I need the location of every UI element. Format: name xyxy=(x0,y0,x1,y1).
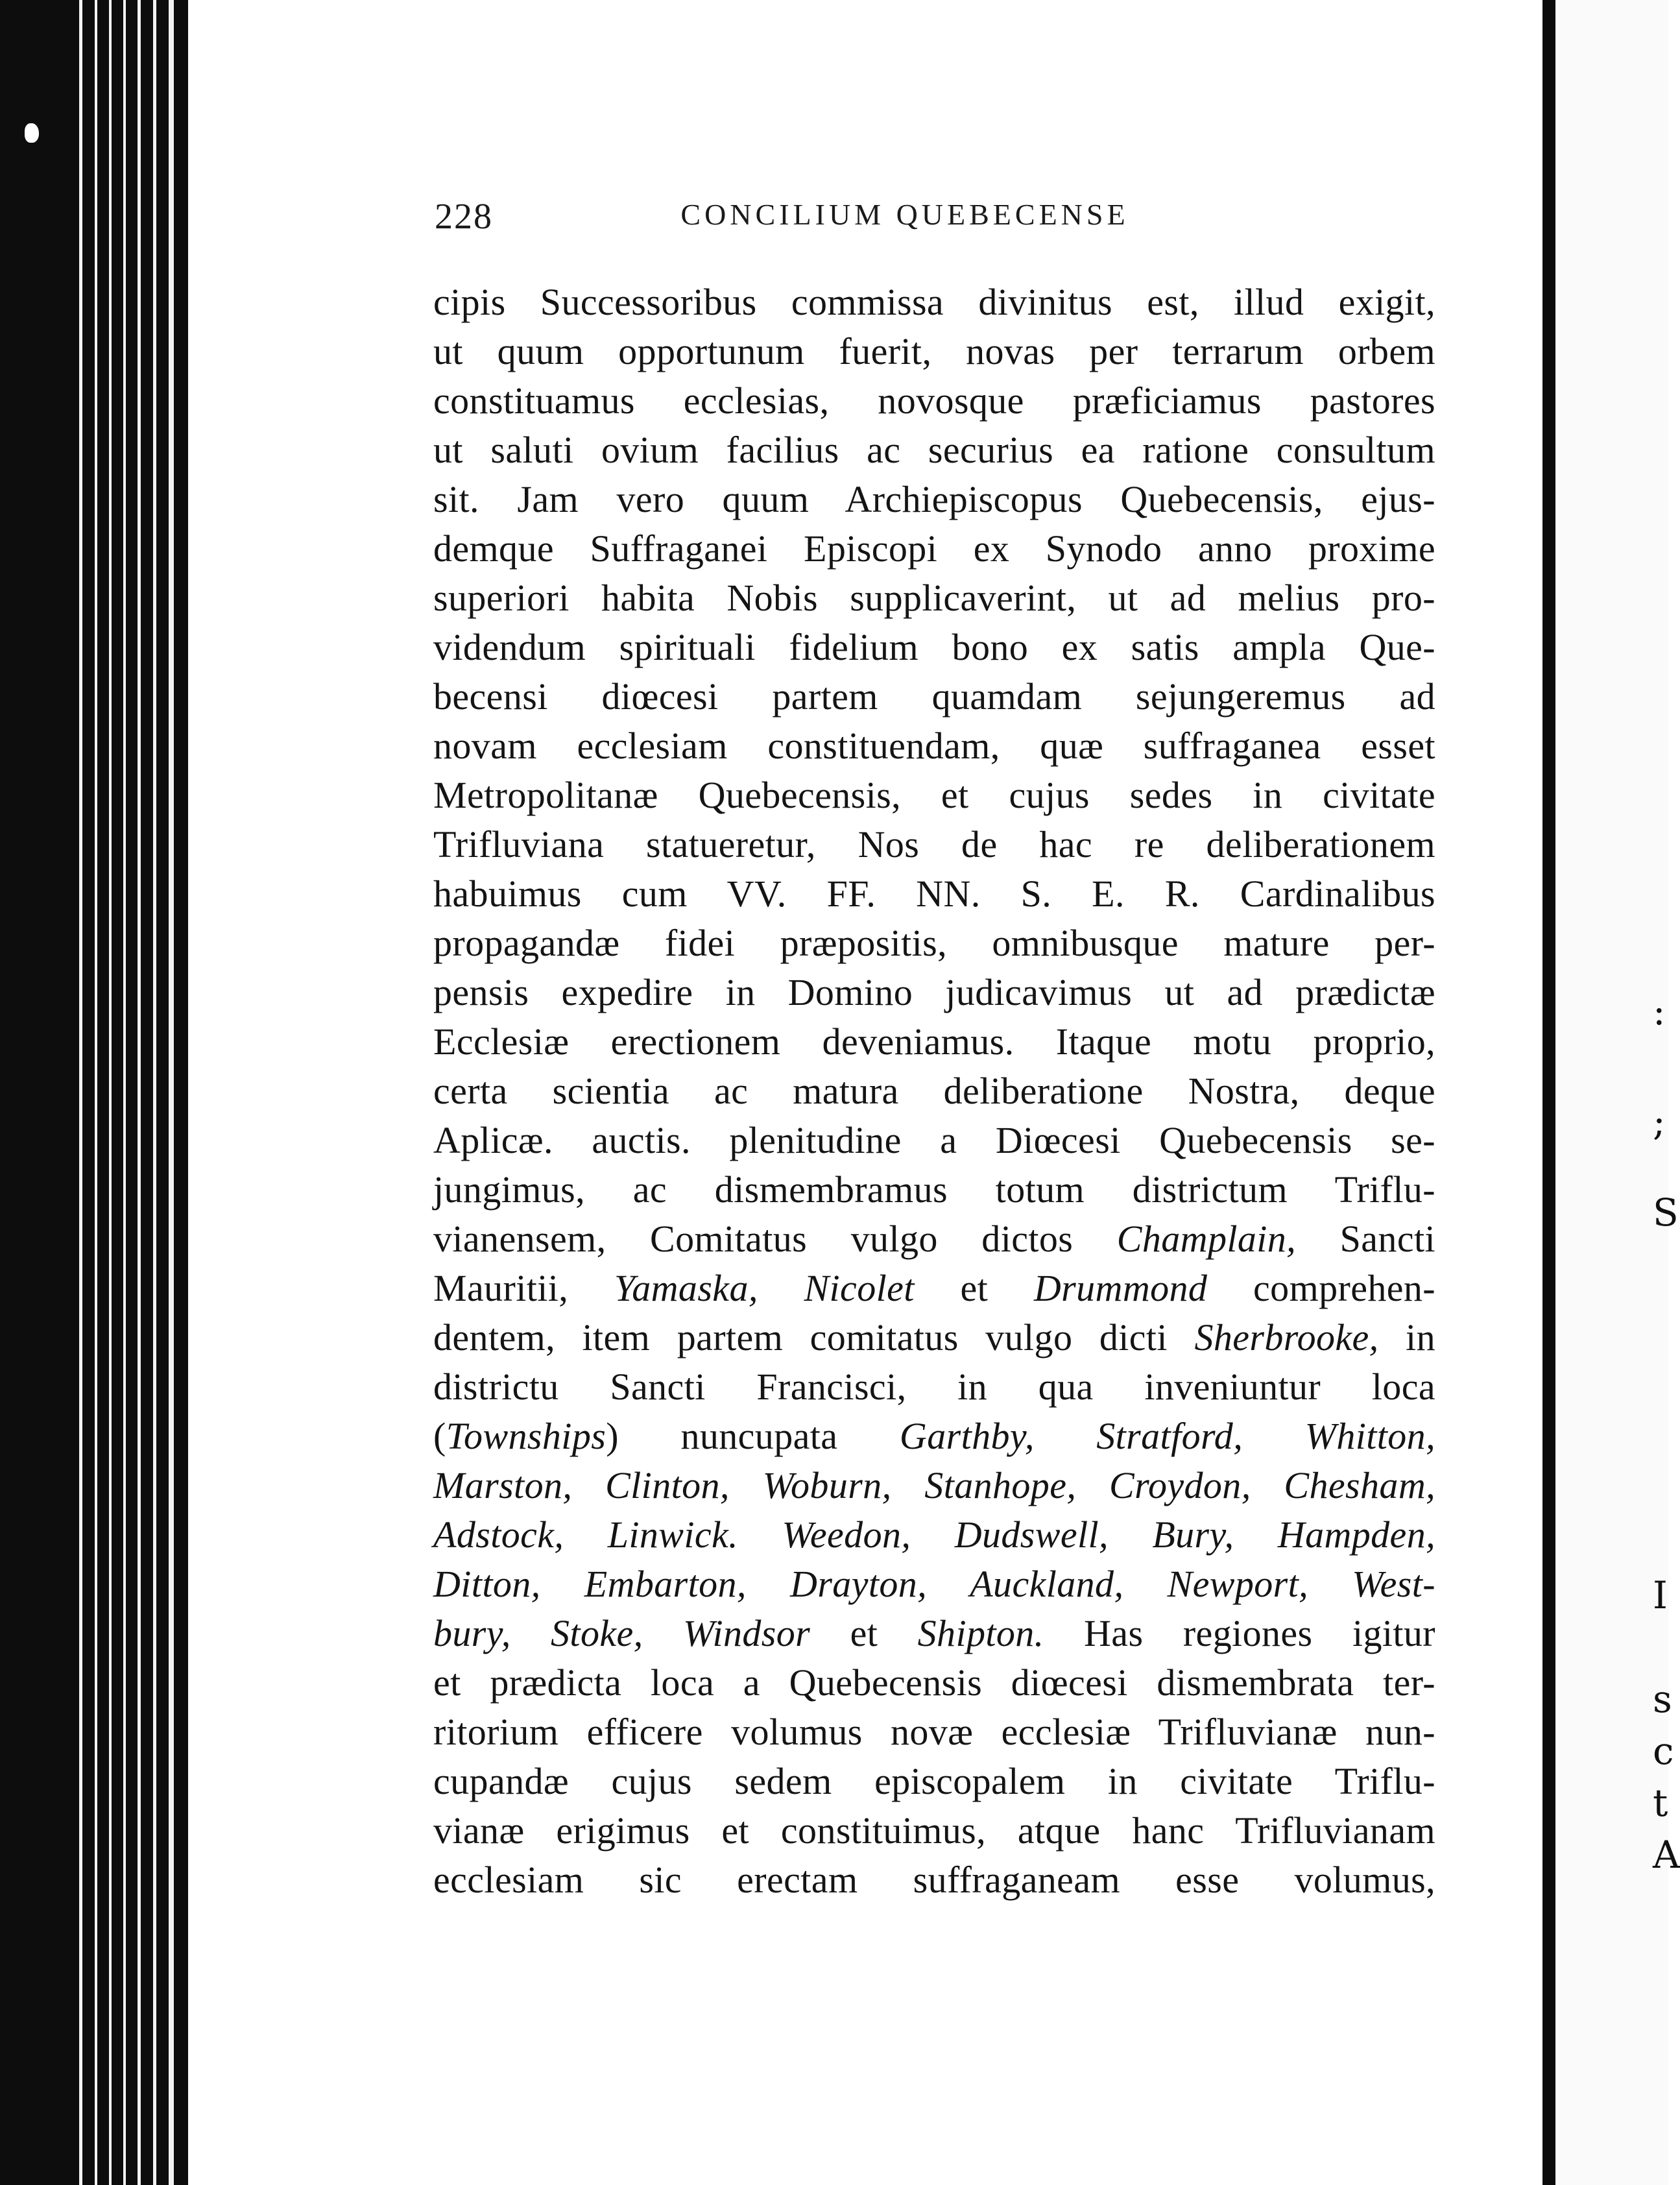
text-segment: Mauritii, xyxy=(433,1267,614,1309)
text-line xyxy=(433,869,1435,919)
text-segment: cipis Successoribus commissa divinitus est, illud exigit, xyxy=(433,281,1435,323)
page-leaf-edge xyxy=(169,0,174,2185)
facing-page-glyph: ; xyxy=(1653,1100,1666,1144)
text-segment: dentem, item partem comitatus vulgo dicti xyxy=(433,1316,1195,1358)
text-line xyxy=(433,1165,1435,1214)
text-segment: comprehen- xyxy=(1207,1267,1435,1309)
facing-page xyxy=(1555,0,1680,2185)
text-segment: propagandæ fidei præpositis, omnibusque mature per- xyxy=(433,922,1435,964)
text-segment: Sancti xyxy=(1296,1218,1435,1260)
page-leaf-edge xyxy=(109,0,112,2185)
text-segment: cupandæ cujus sedem episcopalem in civitate Triflu- xyxy=(433,1760,1435,1802)
text-line xyxy=(433,1855,1435,1905)
page-leaf-edge xyxy=(138,0,141,2185)
text-line xyxy=(433,820,1435,869)
italic-text-segment: Ditton, Embarton, Drayton, Auckland, Newport, West- xyxy=(433,1563,1435,1605)
running-title: CONCILIUM QUEBECENSE xyxy=(680,198,1129,231)
page-leaf-edge xyxy=(123,0,126,2185)
text-line xyxy=(433,1560,1435,1609)
text-segment: Trifluviana statueretur, Nos de hac re deliberationem xyxy=(433,823,1435,865)
text-segment: superiori habita Nobis supplicaverint, ut ad melius pro- xyxy=(433,577,1435,619)
text-segment: becensi diœcesi partem quamdam sejungeremus ad xyxy=(433,675,1435,718)
text-line xyxy=(433,1116,1435,1165)
text-segment: jungimus, ac dismembramus totum districtum Triflu- xyxy=(433,1168,1435,1211)
text-segment: Has regiones igitur xyxy=(1044,1612,1436,1654)
text-segment: et xyxy=(914,1267,1034,1309)
page-leaf-edge xyxy=(95,0,97,2185)
italic-text-segment: Sherbrooke, xyxy=(1194,1316,1379,1358)
text-line xyxy=(433,1362,1435,1412)
text-segment: vianæ erigimus et constituimus, atque hanc Trifluvianam xyxy=(433,1809,1435,1852)
text-line xyxy=(433,1313,1435,1362)
text-segment: demque Suffraganei Episcopi ex Synodo anno proxime xyxy=(433,527,1435,570)
text-line xyxy=(433,1067,1435,1116)
text-line xyxy=(433,426,1435,475)
text-segment: Metropolitanæ Quebecensis, et cujus sedes in civitate xyxy=(433,774,1435,816)
text-segment: districtu Sancti Francisci, in qua inveniuntur loca xyxy=(433,1366,1435,1408)
text-segment: habuimus cum VV. FF. NN. S. E. R. Cardinalibus xyxy=(433,873,1435,915)
text-segment: pensis expedire in Domino judicavimus ut ad prædictæ xyxy=(433,971,1435,1013)
facing-page-gutter xyxy=(1542,0,1555,2185)
text-line xyxy=(433,919,1435,968)
text-line xyxy=(433,1609,1435,1658)
text-line xyxy=(433,1510,1435,1560)
facing-page-glyph: c xyxy=(1653,1729,1674,1773)
text-segment: certa scientia ac matura deliberatione Nostra, deque xyxy=(433,1070,1435,1112)
text-segment: ) nuncupata xyxy=(606,1415,900,1457)
italic-text-segment: Yamaska, Nicolet xyxy=(614,1267,915,1309)
text-line xyxy=(433,1806,1435,1855)
body-text xyxy=(433,278,1435,1905)
text-segment: ( xyxy=(433,1415,446,1457)
facing-page-glyph: A xyxy=(1653,1833,1680,1877)
text-segment: ecclesiam sic erectam suffraganeam esse volumus, xyxy=(433,1859,1435,1901)
text-segment: sit. Jam vero quum Archiepiscopus Quebecensis, ejus- xyxy=(433,478,1435,520)
italic-text-segment: Shipton. xyxy=(917,1612,1044,1654)
page-number: 228 xyxy=(435,197,493,237)
text-line xyxy=(433,968,1435,1017)
text-segment: videndum spirituali fidelium bono ex satis ampla Que- xyxy=(433,626,1435,668)
facing-page-glyph: t xyxy=(1653,1781,1668,1825)
running-head xyxy=(435,188,1375,247)
margin-mark xyxy=(25,123,39,143)
italic-text-segment: Townships xyxy=(446,1415,606,1457)
text-segment: vianensem, Comitatus vulgo dictos xyxy=(433,1218,1117,1260)
page-leaf-edge xyxy=(153,0,156,2185)
text-segment: ritorium efficere volumus novæ ecclesiæ Trifluvianæ nun- xyxy=(433,1711,1435,1753)
text-line xyxy=(433,327,1435,376)
text-segment: in xyxy=(1378,1316,1435,1358)
italic-text-segment: Adstock, Linwick. Weedon, Dudswell, Bury, Hampden, xyxy=(433,1514,1435,1556)
text-line xyxy=(433,524,1435,573)
text-line xyxy=(433,376,1435,426)
text-line xyxy=(433,278,1435,327)
text-line xyxy=(433,771,1435,820)
italic-text-segment: Garthby, Stratford, Whitton, xyxy=(899,1415,1435,1457)
facing-page-glyph: S xyxy=(1653,1190,1679,1235)
book-edge xyxy=(0,0,188,2185)
text-segment: Ecclesiæ erectionem deveniamus. Itaque motu proprio, xyxy=(433,1020,1435,1063)
text-segment: novam ecclesiam constituendam, quæ suffraganea esset xyxy=(433,725,1435,767)
italic-text-segment: Champlain, xyxy=(1116,1218,1297,1260)
italic-text-segment: Marston, Clinton, Woburn, Stanhope, Croydon, Chesham, xyxy=(433,1464,1435,1506)
text-segment: et xyxy=(810,1612,918,1654)
text-line xyxy=(433,573,1435,623)
italic-text-segment: bury, Stoke, Windsor xyxy=(433,1612,811,1654)
page-leaf-edge xyxy=(79,0,82,2185)
text-segment: Aplicæ. auctis. plenitudine a Diœcesi Quebecensis se- xyxy=(433,1119,1435,1161)
text-line xyxy=(433,1461,1435,1510)
text-segment: ut quum opportunum fuerit, novas per terrarum orbem xyxy=(433,330,1435,372)
text-line xyxy=(433,475,1435,524)
facing-page-glyph: s xyxy=(1653,1677,1672,1721)
text-line xyxy=(433,672,1435,721)
facing-page-glyph: I xyxy=(1653,1573,1668,1617)
text-line xyxy=(433,1264,1435,1313)
italic-text-segment: Drummond xyxy=(1033,1267,1208,1309)
text-line xyxy=(433,1708,1435,1757)
text-line xyxy=(433,721,1435,771)
facing-page-glyph: : xyxy=(1653,989,1666,1033)
text-segment: ut saluti ovium facilius ac securius ea ratione consultum xyxy=(433,429,1435,471)
text-line xyxy=(433,1412,1435,1461)
text-line xyxy=(433,1757,1435,1806)
text-line xyxy=(433,1017,1435,1067)
text-line xyxy=(433,1214,1435,1264)
text-segment: et prædicta loca a Quebecensis diœcesi dismembrata ter- xyxy=(433,1661,1435,1704)
text-segment: constituamus ecclesias, novosque præficiamus pastores xyxy=(433,380,1435,422)
text-line xyxy=(433,1658,1435,1708)
text-line xyxy=(433,623,1435,672)
